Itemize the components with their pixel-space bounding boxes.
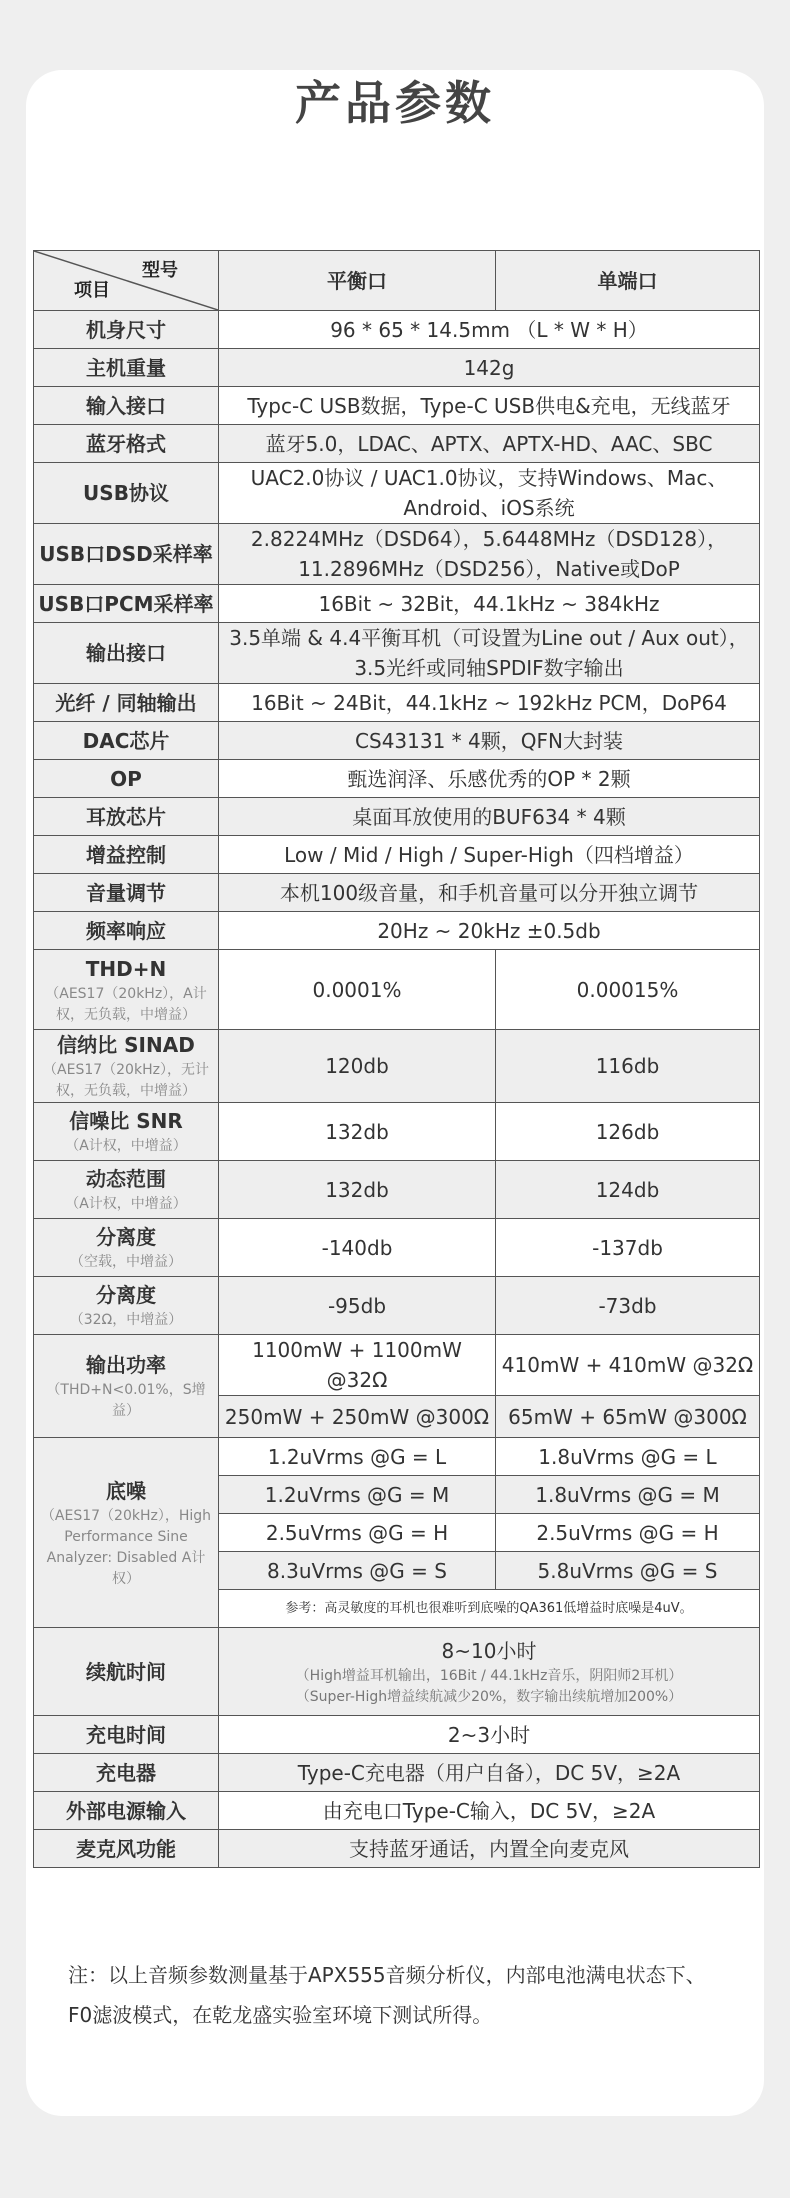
- row-label: OP: [34, 760, 219, 798]
- power-label-text: 输出功率: [86, 1353, 166, 1377]
- table-row: [34, 387, 760, 425]
- noise-label-note: （AES17（20kHz），High Performance Sine Analyzer: Disabled A计权）: [40, 1507, 212, 1587]
- row-label: 音量调节: [34, 874, 219, 912]
- row-value: 支持蓝牙通话，内置全向麦克风: [219, 1830, 760, 1868]
- table-row: [34, 1161, 760, 1219]
- row-label-note: （AES17（20kHz），A计权，无负载，中增益）: [45, 985, 207, 1023]
- row-label: 输出接口: [34, 623, 219, 684]
- single-value: 0.00015%: [496, 950, 760, 1030]
- row-label: USB协议: [34, 463, 219, 524]
- balanced-value: 120db: [219, 1030, 496, 1103]
- row-label: 充电器: [34, 1754, 219, 1792]
- row-value: 16Bit ~ 24Bit，44.1kHz ~ 192kHz PCM，DoP64: [219, 684, 760, 722]
- row-label: 麦克风功能: [34, 1830, 219, 1868]
- row-label-text: 动态范围: [86, 1167, 166, 1191]
- row-label: 输入接口: [34, 387, 219, 425]
- balanced-value: 1100mW + 1100mW @32Ω: [219, 1335, 496, 1396]
- single-value: 2.5uVrms @G = H: [496, 1514, 760, 1552]
- row-label: 耳放芯片: [34, 798, 219, 836]
- row-label-text: THD+N: [85, 956, 167, 981]
- single-value: -73db: [496, 1277, 760, 1335]
- row-value: 2.8224MHz（DSD64），5.6448MHz（DSD128），11.2896MHz（DSD256），Native或DoP: [219, 524, 760, 585]
- item-header-label: 项目: [74, 280, 110, 301]
- row-label-note: （AES17（20kHz），无计权，无负载，中增益）: [43, 1062, 209, 1099]
- single-value: 1.8uVrms @G = L: [496, 1438, 760, 1476]
- balanced-value: -95db: [219, 1277, 496, 1335]
- row-value: 20Hz ~ 20kHz ±0.5db: [219, 912, 760, 950]
- row-label: USB口DSD采样率: [34, 524, 219, 585]
- balanced-value: 1.2uVrms @G = L: [219, 1438, 496, 1476]
- row-label-text: 分离度: [96, 1283, 156, 1307]
- diagonal-divider: [34, 251, 218, 310]
- row-label: 光纤 / 同轴输出: [34, 684, 219, 722]
- row-label: 蓝牙格式: [34, 425, 219, 463]
- row-label: 外部电源输入: [34, 1792, 219, 1830]
- table-row: [34, 349, 760, 387]
- row-label: [34, 1277, 219, 1335]
- noise-label-text: 底噪: [106, 1478, 146, 1503]
- row-label: USB口PCM采样率: [34, 585, 219, 623]
- row-value: Type-C充电器（用户自备），DC 5V，≥2A: [219, 1754, 760, 1792]
- single-value: 65mW + 65mW @300Ω: [496, 1396, 760, 1438]
- battery-detail: （High增益耳机输出，16Bit / 44.1kHz音乐，阴阳师2耳机）: [295, 1667, 683, 1684]
- single-value: 116db: [496, 1030, 760, 1103]
- table-row: [34, 1219, 760, 1277]
- table-row: [34, 836, 760, 874]
- spec-table: [33, 250, 760, 1868]
- balanced-value: 2.5uVrms @G = H: [219, 1514, 496, 1552]
- row-value: 桌面耳放使用的BUF634 * 4颗: [219, 798, 760, 836]
- battery-main: 8~10小时: [441, 1638, 537, 1663]
- row-label: 主机重量: [34, 349, 219, 387]
- table-row: [34, 1030, 760, 1103]
- table-row: [34, 463, 760, 524]
- row-value: 蓝牙5.0，LDAC、APTX、APTX-HD、AAC、SBC: [219, 425, 760, 463]
- row-label-note: （A计权，中增益）: [65, 1138, 187, 1154]
- single-value: 5.8uVrms @G = S: [496, 1552, 760, 1590]
- table-row: [34, 585, 760, 623]
- table-row: [34, 623, 760, 684]
- row-label-text: 信噪比 SNR: [69, 1109, 183, 1133]
- row-label-note: （32Ω，中增益）: [69, 1312, 183, 1328]
- balanced-value: -140db: [219, 1219, 496, 1277]
- noise-row: [34, 1438, 760, 1476]
- row-label: DAC芯片: [34, 722, 219, 760]
- row-label: [34, 1030, 219, 1103]
- row-value: 16Bit ~ 32Bit，44.1kHz ~ 384kHz: [219, 585, 760, 623]
- row-value: 142g: [219, 349, 760, 387]
- single-column-header: 单端口: [496, 251, 760, 311]
- row-label: 充电时间: [34, 1716, 219, 1754]
- header-row: [34, 251, 760, 311]
- row-label-text: 分离度: [96, 1225, 156, 1249]
- power-label: [34, 1335, 219, 1438]
- row-label: 频率响应: [34, 912, 219, 950]
- noise-footnote: 参考：高灵敏度的耳机也很难听到底噪的QA361低增益时底噪是4uV。: [219, 1590, 760, 1628]
- single-value: 410mW + 410mW @32Ω: [496, 1335, 760, 1396]
- table-row: [34, 950, 760, 1030]
- battery-row: [34, 1628, 760, 1716]
- single-value: -137db: [496, 1219, 760, 1277]
- row-label: 增益控制: [34, 836, 219, 874]
- row-label-note: （空载，中增益）: [70, 1254, 182, 1270]
- table-row: [34, 912, 760, 950]
- row-label-text: 信纳比 SINAD: [57, 1033, 195, 1057]
- balanced-value: 250mW + 250mW @300Ω: [219, 1396, 496, 1438]
- table-row: [34, 1277, 760, 1335]
- table-row: [34, 722, 760, 760]
- balanced-value: 132db: [219, 1103, 496, 1161]
- footnote: 注：以上音频参数测量基于APX555音频分析仪，内部电池满电状态下、F0滤波模式，在乾龙盛实验室环境下测试所得。: [68, 1963, 706, 2027]
- row-value: 3.5单端 & 4.4平衡耳机（可设置为Line out / Aux out），3.5光纤或同轴SPDIF数字输出: [219, 623, 760, 684]
- battery-label: 续航时间: [34, 1628, 219, 1716]
- table-row: [34, 1103, 760, 1161]
- table-row: [34, 1792, 760, 1830]
- row-value: UAC2.0协议 / UAC1.0协议，支持Windows、Mac、Android、iOS系统: [219, 463, 760, 524]
- table-row: [34, 1830, 760, 1868]
- power-row: [34, 1335, 760, 1396]
- row-value: Low / Mid / High / Super-High（四档增益）: [219, 836, 760, 874]
- table-row: [34, 760, 760, 798]
- balanced-column-header: 平衡口: [219, 251, 496, 311]
- power-label-note: （THD+N<0.01%，S增益）: [46, 1382, 206, 1419]
- balanced-value: 1.2uVrms @G = M: [219, 1476, 496, 1514]
- row-value: 2~3小时: [219, 1716, 760, 1754]
- row-value: 甄选润泽、乐感优秀的OP * 2颗: [219, 760, 760, 798]
- row-value: 本机100级音量，和手机音量可以分开独立调节: [219, 874, 760, 912]
- row-label-note: （A计权，中增益）: [65, 1196, 187, 1212]
- table-row: [34, 874, 760, 912]
- row-label: [34, 1219, 219, 1277]
- page-title: 产品参数: [295, 76, 495, 130]
- row-label: [34, 1103, 219, 1161]
- table-row: [34, 1754, 760, 1792]
- row-label: 机身尺寸: [34, 311, 219, 349]
- row-value: 由充电口Type-C输入，DC 5V，≥2A: [219, 1792, 760, 1830]
- row-value: CS43131 * 4颗，QFN大封装: [219, 722, 760, 760]
- table-row: [34, 311, 760, 349]
- noise-label: [34, 1438, 219, 1628]
- battery-detail: （Super-High增益续航减少20%，数字输出续航增加200%）: [295, 1688, 683, 1705]
- row-value: 96 * 65 * 14.5mm （L * W * H）: [219, 311, 760, 349]
- table-row: [34, 524, 760, 585]
- balanced-value: 0.0001%: [219, 950, 496, 1030]
- table-row: [34, 1716, 760, 1754]
- corner-header-cell: [34, 251, 219, 311]
- balanced-value: 8.3uVrms @G = S: [219, 1552, 496, 1590]
- model-header-label: 型号: [142, 260, 178, 281]
- single-value: 126db: [496, 1103, 760, 1161]
- table-row: [34, 798, 760, 836]
- single-value: 1.8uVrms @G = M: [496, 1476, 760, 1514]
- row-value: Typc-C USB数据，Type-C USB供电&充电，无线蓝牙: [219, 387, 760, 425]
- balanced-value: 132db: [219, 1161, 496, 1219]
- table-row: [34, 425, 760, 463]
- table-row: [34, 684, 760, 722]
- single-value: 124db: [496, 1161, 760, 1219]
- battery-value: [219, 1628, 760, 1716]
- row-label: [34, 950, 219, 1030]
- row-label: [34, 1161, 219, 1219]
